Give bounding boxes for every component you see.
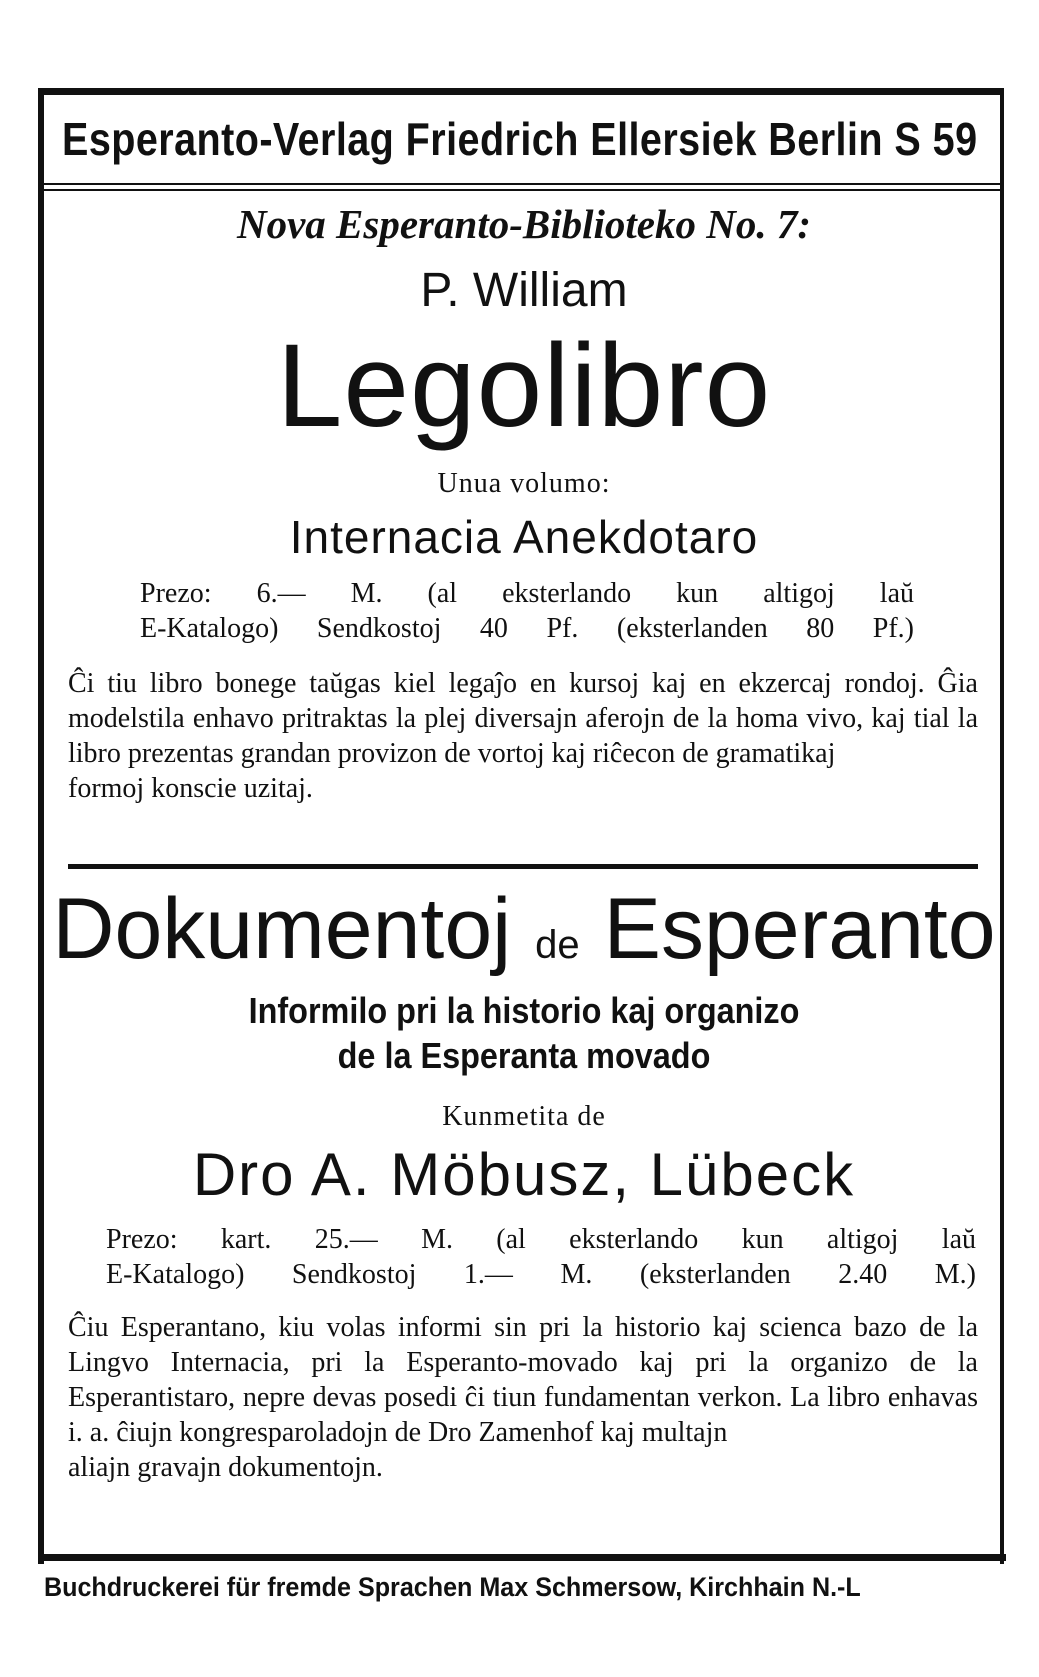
book2-info-line2: de la Esperanta movado — [337, 1035, 711, 1076]
book1-description-end: formoj konscie uzitaj. — [68, 773, 313, 804]
book2-compiled-label: Kunmetita de — [442, 1101, 606, 1132]
book2-title-main: Dokumentoj — [52, 881, 512, 977]
book1-subtitle: Internacia Anekdotaro — [289, 511, 759, 563]
book2-title — [44, 880, 1004, 979]
book2-title-end: Esperanto — [603, 881, 996, 977]
book2-description — [68, 1310, 978, 1485]
book2-info-line1: Informilo pri la historio kaj organizo — [248, 990, 800, 1031]
book2-price-line1: Prezo: kart. 25.— M. (al eksterlando kun altigoj laŭ — [106, 1224, 976, 1255]
book1-price-line2: E-Katalogo) Sendkostoj 40 Pf. (eksterlanden 80 Pf.) — [140, 613, 914, 644]
book1-description-text: Ĉi tiu libro bonege taŭgas kiel legaĵo en kursoj kaj en ekzercaj rondoj. Ĝia modelstila enhavo pritraktas la plej diversajn aferojn de la homa vivo, kaj tial la libro prezentas grandan provizon de vortoj kaj riĉecon de gramatikaj — [68, 668, 978, 769]
frame-bottom-rule — [44, 1554, 1006, 1561]
book1-author: P. William — [420, 264, 628, 317]
book2-author: Dro A. Möbusz, Lübeck — [192, 1141, 856, 1208]
book1-price — [140, 576, 914, 646]
book2-title-de: de — [535, 923, 580, 967]
book2-price — [106, 1222, 976, 1292]
book2-price-line2: E-Katalogo) Sendkostoj 1.— M. (eksterlanden 2.40 M.) — [106, 1259, 976, 1290]
book2-description-end: aliajn gravajn dokumentojn. — [68, 1452, 383, 1483]
header-rule-bottom — [44, 189, 1004, 191]
book1-volume-label: Unua volumo: — [437, 468, 611, 499]
book1-title: Legolibro — [276, 320, 772, 452]
header-rule-top — [44, 183, 1004, 185]
section-divider — [68, 864, 978, 869]
printer-imprint: Buchdruckerei für fremde Sprachen Max Schmersow, Kirchhain N.-L — [44, 1572, 861, 1602]
book1-description — [68, 666, 978, 806]
book1-price-line1: Prezo: 6.— M. (al eksterlando kun altigoj laŭ — [140, 578, 914, 609]
series-title: Nova Esperanto-Biblioteko No. 7: — [237, 201, 811, 247]
publisher-header: Esperanto-Verlag Friedrich Ellersiek Berlin S 59 — [62, 113, 978, 165]
book2-description-text: Ĉiu Esperantano, kiu volas informi sin pri la historio kaj scienca bazo de la Lingvo Internacia, pri la Esperanto-movado kaj pri la organizo de la Esperantistaro, nepre devas posedi ĉi tiun fundamentan verkon. La libro enhavas i. a. ĉiujn kongresparoladojn de Dro Zamenhof kaj multajn — [68, 1312, 978, 1448]
